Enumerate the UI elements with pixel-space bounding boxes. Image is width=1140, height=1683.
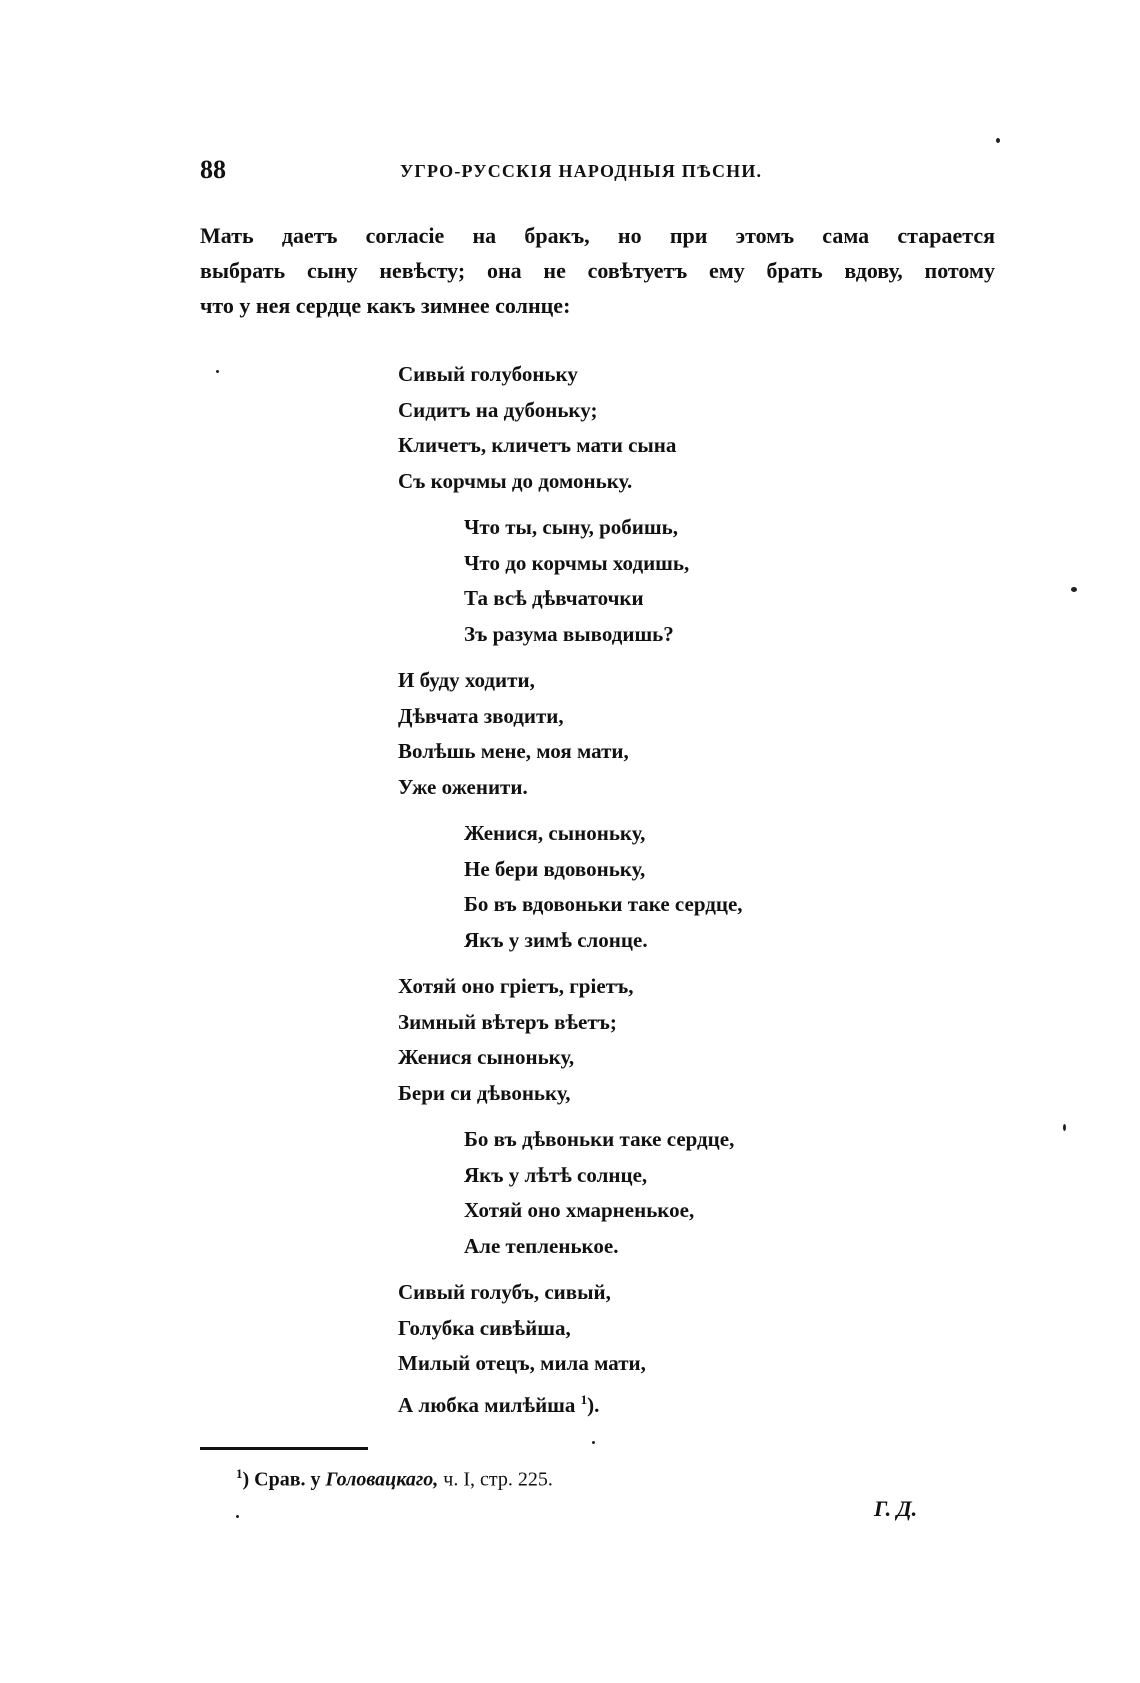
poem-stanza bbox=[464, 816, 743, 958]
poem-stanza bbox=[464, 1122, 743, 1264]
footnote-reference: 1 bbox=[580, 1391, 588, 1407]
poem-line: Голубка сивѣйша, bbox=[398, 1315, 571, 1340]
footnote-mark: 1 bbox=[236, 1466, 243, 1481]
poem-line: Сивый голубъ, сивый, bbox=[398, 1280, 611, 1304]
poem-line: Але тепленькое. bbox=[464, 1233, 619, 1258]
poem-line: Милый отецъ, мила мати, bbox=[398, 1351, 646, 1375]
running-head bbox=[200, 155, 800, 189]
poem-line bbox=[398, 1382, 743, 1418]
poem-stanza bbox=[398, 663, 743, 805]
poem-line: Сивый голубоньку bbox=[398, 362, 578, 386]
poem-line: Что ты, сыну, робишь, bbox=[464, 515, 678, 539]
poem-line: Та всѣ дѣвчаточки bbox=[464, 586, 644, 610]
poem-line: Бо въ вдовоньки таке сердце, bbox=[464, 892, 743, 916]
poem-line: Зимный вѣтеръ вѣетъ; bbox=[398, 1009, 617, 1034]
footnote-rule bbox=[200, 1447, 368, 1450]
poem-line: Хотяй оно грiетъ, грiетъ, bbox=[398, 974, 634, 998]
intro-line: что у нея сердце какъ зимнее солнце: bbox=[200, 293, 571, 318]
print-speck bbox=[236, 1515, 239, 1518]
poem-line: Якъ у лѣтѣ солнце, bbox=[464, 1162, 648, 1187]
poem-stanza bbox=[398, 1275, 743, 1417]
poem-line: Кличетъ, кличетъ мати сына bbox=[398, 433, 677, 457]
print-speck bbox=[1071, 587, 1077, 592]
intro-line: выбрать сыну невѣсту; она не совѣтуетъ ему брать вдову, потому bbox=[200, 258, 995, 283]
poem-line-tail: ). bbox=[587, 1392, 600, 1417]
footnote-author: Головацкаго, bbox=[325, 1468, 439, 1491]
poem-line: Съ корчмы до домоньку. bbox=[398, 468, 633, 493]
poem-line: Не бери вдовоньку, bbox=[464, 856, 646, 881]
print-speck bbox=[592, 1441, 595, 1444]
poem-line: И буду ходити, bbox=[398, 668, 535, 692]
poem-line-text: А любка милѣйша bbox=[398, 1392, 576, 1417]
footnote-lead: ) Срав. у bbox=[242, 1468, 321, 1491]
poem-line: Хотяй оно хмарненькое, bbox=[464, 1198, 695, 1222]
poem-line: Дѣвчата зводити, bbox=[398, 703, 564, 728]
running-title: УГРО-РУССКІЯ НАРОДНЫЯ ПѢСНИ. bbox=[400, 161, 763, 181]
poem-line: Бери си дѣвоньку, bbox=[398, 1080, 571, 1105]
footnote-text: ч. I, стр. 225. bbox=[443, 1468, 553, 1491]
poem-stanza bbox=[398, 357, 743, 499]
signature: Г. Д. bbox=[874, 1496, 918, 1521]
poem-line: Бо въ дѣвоньки таке сердце, bbox=[464, 1127, 735, 1151]
poem-line: Волѣшь мене, моя мати, bbox=[398, 739, 629, 763]
page-number: 88 bbox=[200, 155, 226, 184]
poem-line: Женися сыноньку, bbox=[398, 1045, 575, 1069]
print-speck bbox=[996, 138, 1000, 143]
poem-stanza bbox=[464, 510, 743, 652]
poem-line: Якъ у зимѣ слонце. bbox=[464, 927, 648, 952]
poem-line: Что до корчмы ходишь, bbox=[464, 550, 690, 575]
poem-line: Уже оженити. bbox=[398, 774, 528, 799]
poem-line: Сидитъ на дубоньку; bbox=[398, 397, 598, 422]
poem-line: Зъ разума выводишь? bbox=[464, 621, 674, 646]
poem bbox=[398, 357, 743, 1428]
print-speck bbox=[1063, 1124, 1066, 1131]
poem-line: Женися, сыноньку, bbox=[464, 821, 646, 845]
footnote bbox=[236, 1466, 553, 1492]
intro-line: Мать даетъ согласіе на бракъ, но при этомъ сама старается bbox=[200, 223, 995, 248]
print-speck bbox=[216, 370, 219, 373]
intro-paragraph bbox=[200, 218, 995, 323]
poem-stanza bbox=[398, 969, 743, 1111]
